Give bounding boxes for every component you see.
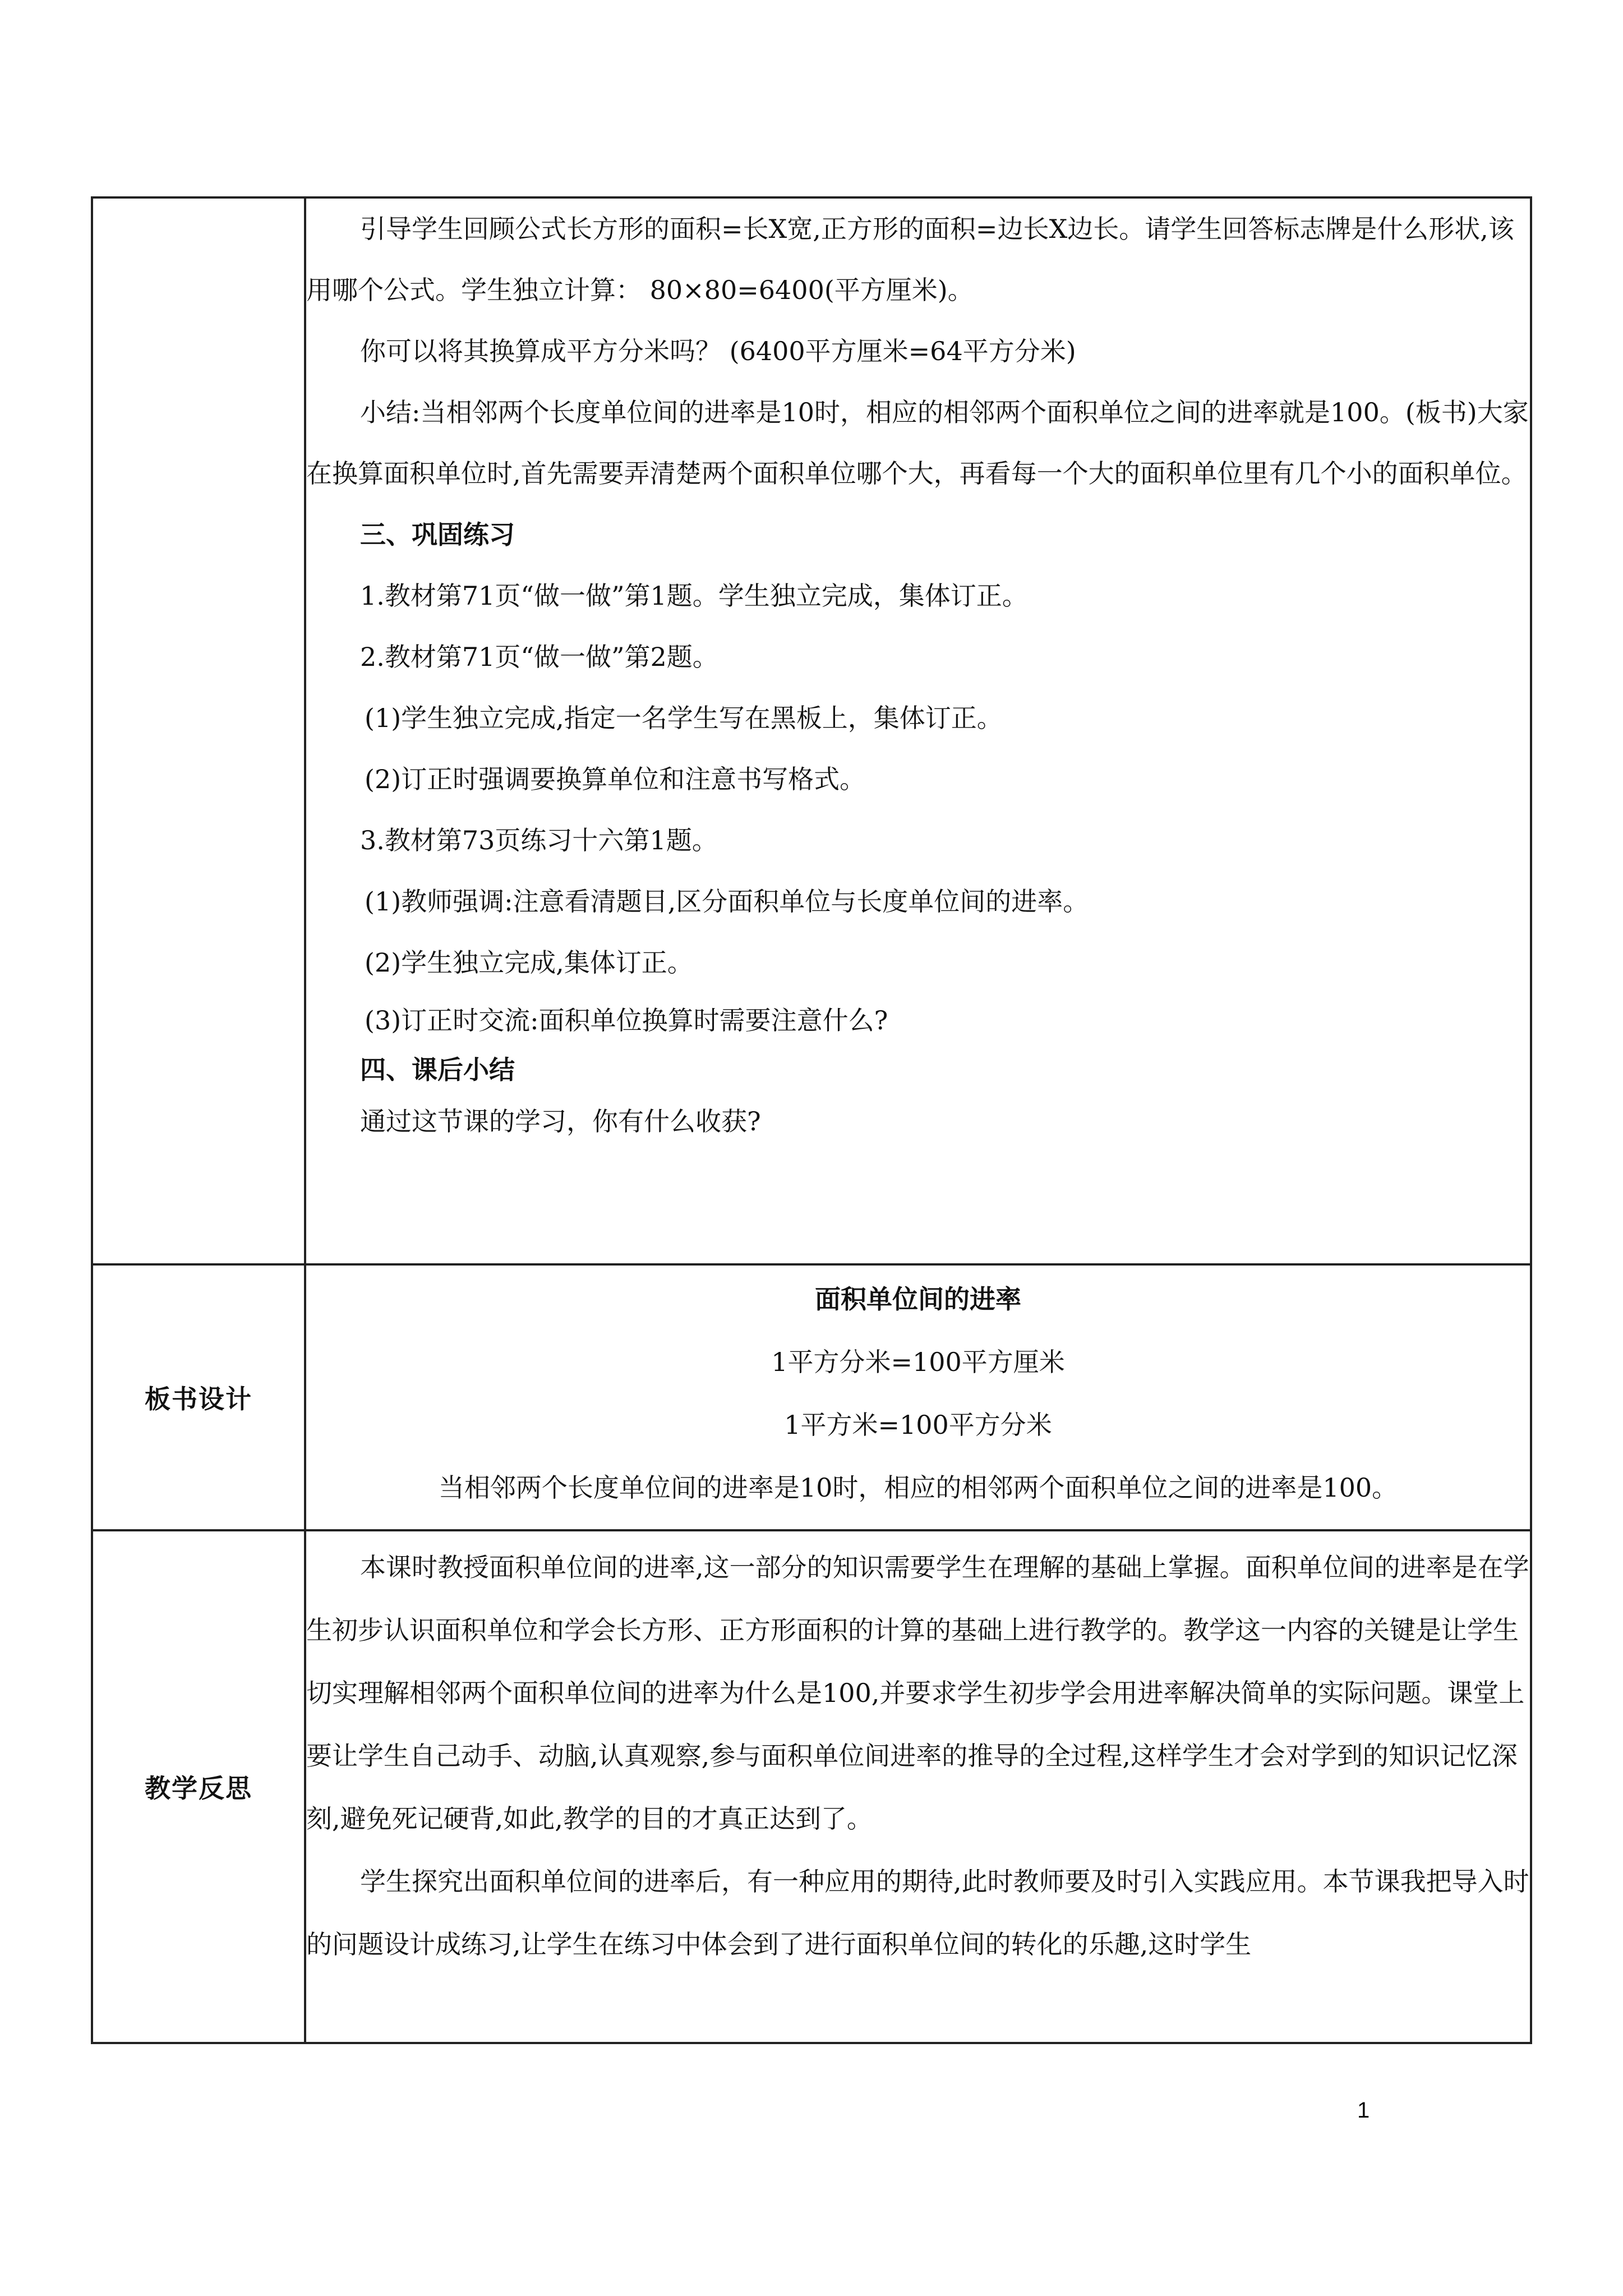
summary-text: 通过这节课的学习，你有什么收获? (360, 1106, 761, 1137)
exercise-item: 2.教材第71页“做一做”第2题。 (360, 642, 718, 672)
blackboard-line: 1平方分米=100平方厘米 (771, 1347, 1065, 1377)
paragraph: 学生探究出面积单位间的进率后，有一种应用的期待,此时教师要及时引入实践应用。本节课我把导入时的问题设计成练习,让学生在练习中体会到了进行面积单位间的转化的乐趣,这时学生 (306, 1866, 1529, 1959)
section-heading: 三、巩固练习 (360, 519, 515, 550)
exercise-subitem: (2)学生独立完成,集体订正。 (365, 947, 693, 978)
exercise-item: 1.教材第71页“做一做”第1题。学生独立完成，集体订正。 (360, 581, 1028, 611)
teaching-process-row (92, 197, 1531, 1264)
paragraph: 你可以将其换算成平方分米吗？ (6400平方厘米=64平方分米) (360, 336, 1076, 366)
exercise-item: 3.教材第73页练习十六第1题。 (360, 825, 718, 855)
blackboard-title: 面积单位间的进率 (815, 1284, 1021, 1314)
section-heading: 四、课后小结 (360, 1055, 515, 1085)
blackboard-design-row (92, 1264, 1531, 1530)
teaching-reflection-row (92, 1530, 1531, 2043)
row-label-reflection: 教学反思 (92, 1530, 305, 2043)
row-label-empty (92, 197, 305, 1264)
exercise-subitem: (1)教师强调:注意看清题目,区分面积单位与长度单位间的进率。 (365, 886, 1089, 917)
exercise-subitem: (2)订正时强调要换算单位和注意书写格式。 (365, 764, 866, 794)
blackboard-line: 当相邻两个长度单位间的进率是10时，相应的相邻两个面积单位之间的进率是100。 (438, 1473, 1398, 1503)
lesson-plan-table (91, 196, 1532, 2044)
exercise-subitem: (1)学生独立完成,指定一名学生写在黑板上，集体订正。 (365, 703, 1003, 733)
paragraph: 小结:当相邻两个长度单位间的进率是10时，相应的相邻两个面积单位之间的进率就是100。(板书)大家在换算面积单位时,首先需要弄清楚两个面积单位哪个大，再看每一个大的面积单位里有几个小的面积单位。 (306, 397, 1529, 489)
paragraph: 本课时教授面积单位间的进率,这一部分的知识需要学生在理解的基础上掌握。面积单位间的进率是在学生初步认识面积单位和学会长方形、正方形面积的计算的基础上进行教学的。教学这一内容的关键是让学生切实理解相邻两个面积单位间的进率为什么是100,并要求学生初步学会用进率解决简单的实际问题。课堂上要让学生自己动手、动脑,认真观察,参与面积单位间进率的推导的全过程,这样学生才会对学到的知识记忆深刻,避免死记硬背,如此,教学的目的才真正达到了。 (306, 1552, 1529, 1834)
paragraph: 引导学生回顾公式长方形的面积=长X宽,正方形的面积=边长X边长。请学生回答标志牌是什么形状,该用哪个公式。学生独立计算： 80×80=6400(平方厘米)。 (306, 214, 1514, 305)
page-number: 1 (1357, 2098, 1370, 2123)
blackboard-line: 1平方米=100平方分米 (784, 1410, 1052, 1440)
exercise-subitem: (3)订正时交流:面积单位换算时需要注意什么? (365, 1005, 888, 1036)
teaching-process-content (305, 197, 1531, 1264)
blackboard-content (305, 1264, 1531, 1530)
row-label-blackboard: 板书设计 (92, 1264, 305, 1530)
reflection-content (305, 1530, 1531, 2043)
